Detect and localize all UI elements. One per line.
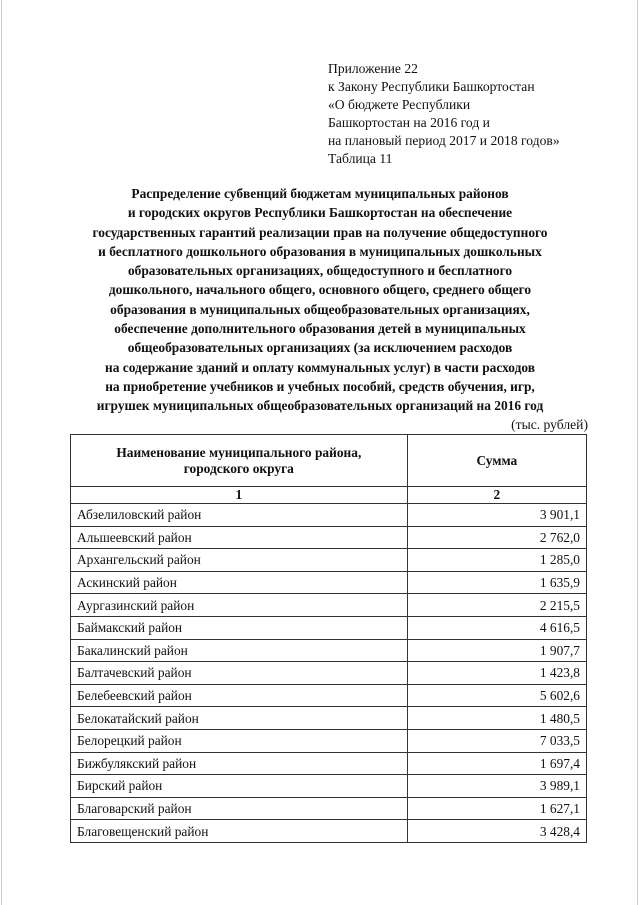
column-number-2: 2 <box>407 487 586 504</box>
title-line: и бесплатного дошкольного образования в муниципальных дошкольных <box>98 243 542 259</box>
row-name: Белокатайский район <box>71 707 408 730</box>
table-row <box>71 504 587 527</box>
row-sum: 3 901,1 <box>407 504 586 527</box>
table-row <box>71 775 587 798</box>
row-sum: 1 480,5 <box>407 707 586 730</box>
row-name: Бижбулякский район <box>71 752 408 775</box>
table-column-number-row <box>71 487 587 504</box>
title-line: Распределение субвенций бюджетам муниципальных районов <box>131 186 509 201</box>
table-row <box>71 707 587 730</box>
header-sum-cell: Сумма <box>407 435 586 487</box>
table-row <box>71 684 587 707</box>
row-name: Архангельский район <box>71 549 408 572</box>
title-line: обеспечение дополнительного образования детей в муниципальных <box>114 321 526 337</box>
row-sum: 2 762,0 <box>407 526 586 549</box>
row-name: Абзелиловский район <box>71 504 408 527</box>
header-name-cell <box>71 435 408 487</box>
row-name: Баймакский район <box>71 616 408 639</box>
row-sum: 2 215,5 <box>407 594 586 617</box>
row-sum: 1 697,4 <box>407 752 586 775</box>
row-sum: 3 989,1 <box>407 775 586 798</box>
row-name: Альшеевский район <box>71 526 408 549</box>
appendix-line: к Закону Республики Башкортостан <box>328 79 535 94</box>
appendix-line: «О бюджете Республики <box>328 97 471 112</box>
subvention-table <box>70 434 587 843</box>
header-name-line2: городского округа <box>183 460 294 476</box>
row-name: Белорецкий район <box>71 729 408 752</box>
row-sum: 4 616,5 <box>407 616 586 639</box>
row-name: Бирский район <box>71 775 408 798</box>
row-sum: 1 285,0 <box>407 549 586 572</box>
title-line: и городских округов Республики Башкортостан на обеспечение <box>127 205 513 221</box>
appendix-block <box>328 60 560 168</box>
title-line: образования в муниципальных общеобразовательных организациях, <box>110 301 530 317</box>
row-sum: 1 907,7 <box>407 639 586 662</box>
table-row <box>71 729 587 752</box>
appendix-line: на плановый период 2017 и 2018 годов» <box>328 133 560 148</box>
table-row <box>71 594 587 617</box>
table-row <box>71 571 587 594</box>
page-edge-right <box>637 0 638 905</box>
page-edge-left <box>1 0 2 905</box>
units-label: (тыс. рублей) <box>511 417 588 432</box>
title-line: общеобразовательных организациях (за исключением расходов <box>127 340 513 356</box>
appendix-line: Приложение 22 <box>328 61 418 76</box>
table-row <box>71 752 587 775</box>
title-line: игрушек муниципальных общеобразовательных организаций на 2016 год <box>96 398 544 414</box>
row-name: Аургазинский район <box>71 594 408 617</box>
table-row <box>71 526 587 549</box>
table-row <box>71 662 587 685</box>
table-row <box>71 549 587 572</box>
column-number-1: 1 <box>71 487 408 504</box>
table-header-row <box>71 435 587 487</box>
title-line: на приобретение учебников и учебных пособий, средств обучения, игр, <box>105 378 535 394</box>
row-sum: 5 602,6 <box>407 684 586 707</box>
row-name: Аскинский район <box>71 571 408 594</box>
document-title <box>60 184 580 416</box>
row-sum: 1 635,9 <box>407 571 586 594</box>
row-sum: 1 423,8 <box>407 662 586 685</box>
title-line: на содержание зданий и оплату коммунальных услуг) в части расходов <box>105 359 535 375</box>
row-name: Благоварский район <box>71 797 408 820</box>
row-sum: 3 428,4 <box>407 820 586 843</box>
row-name: Благовещенский район <box>71 820 408 843</box>
table-row <box>71 616 587 639</box>
row-sum: 7 033,5 <box>407 729 586 752</box>
title-line: образовательных организациях, общедоступного и бесплатного <box>127 263 513 279</box>
title-line: государственных гарантий реализации прав на получение общедоступного <box>92 224 548 240</box>
row-name: Бакалинский район <box>71 639 408 662</box>
header-name-line1: Наименование муниципального района, <box>116 444 362 460</box>
table-row <box>71 639 587 662</box>
title-line: дошкольного, начального общего, основного общего, среднего общего <box>108 282 532 298</box>
row-sum: 1 627,1 <box>407 797 586 820</box>
row-name: Белебеевский район <box>71 684 408 707</box>
appendix-table-number: Таблица 11 <box>328 151 393 166</box>
table-row <box>71 797 587 820</box>
table-row <box>71 820 587 843</box>
appendix-line: Башкортостан на 2016 год и <box>328 115 490 130</box>
row-name: Балтачевский район <box>71 662 408 685</box>
